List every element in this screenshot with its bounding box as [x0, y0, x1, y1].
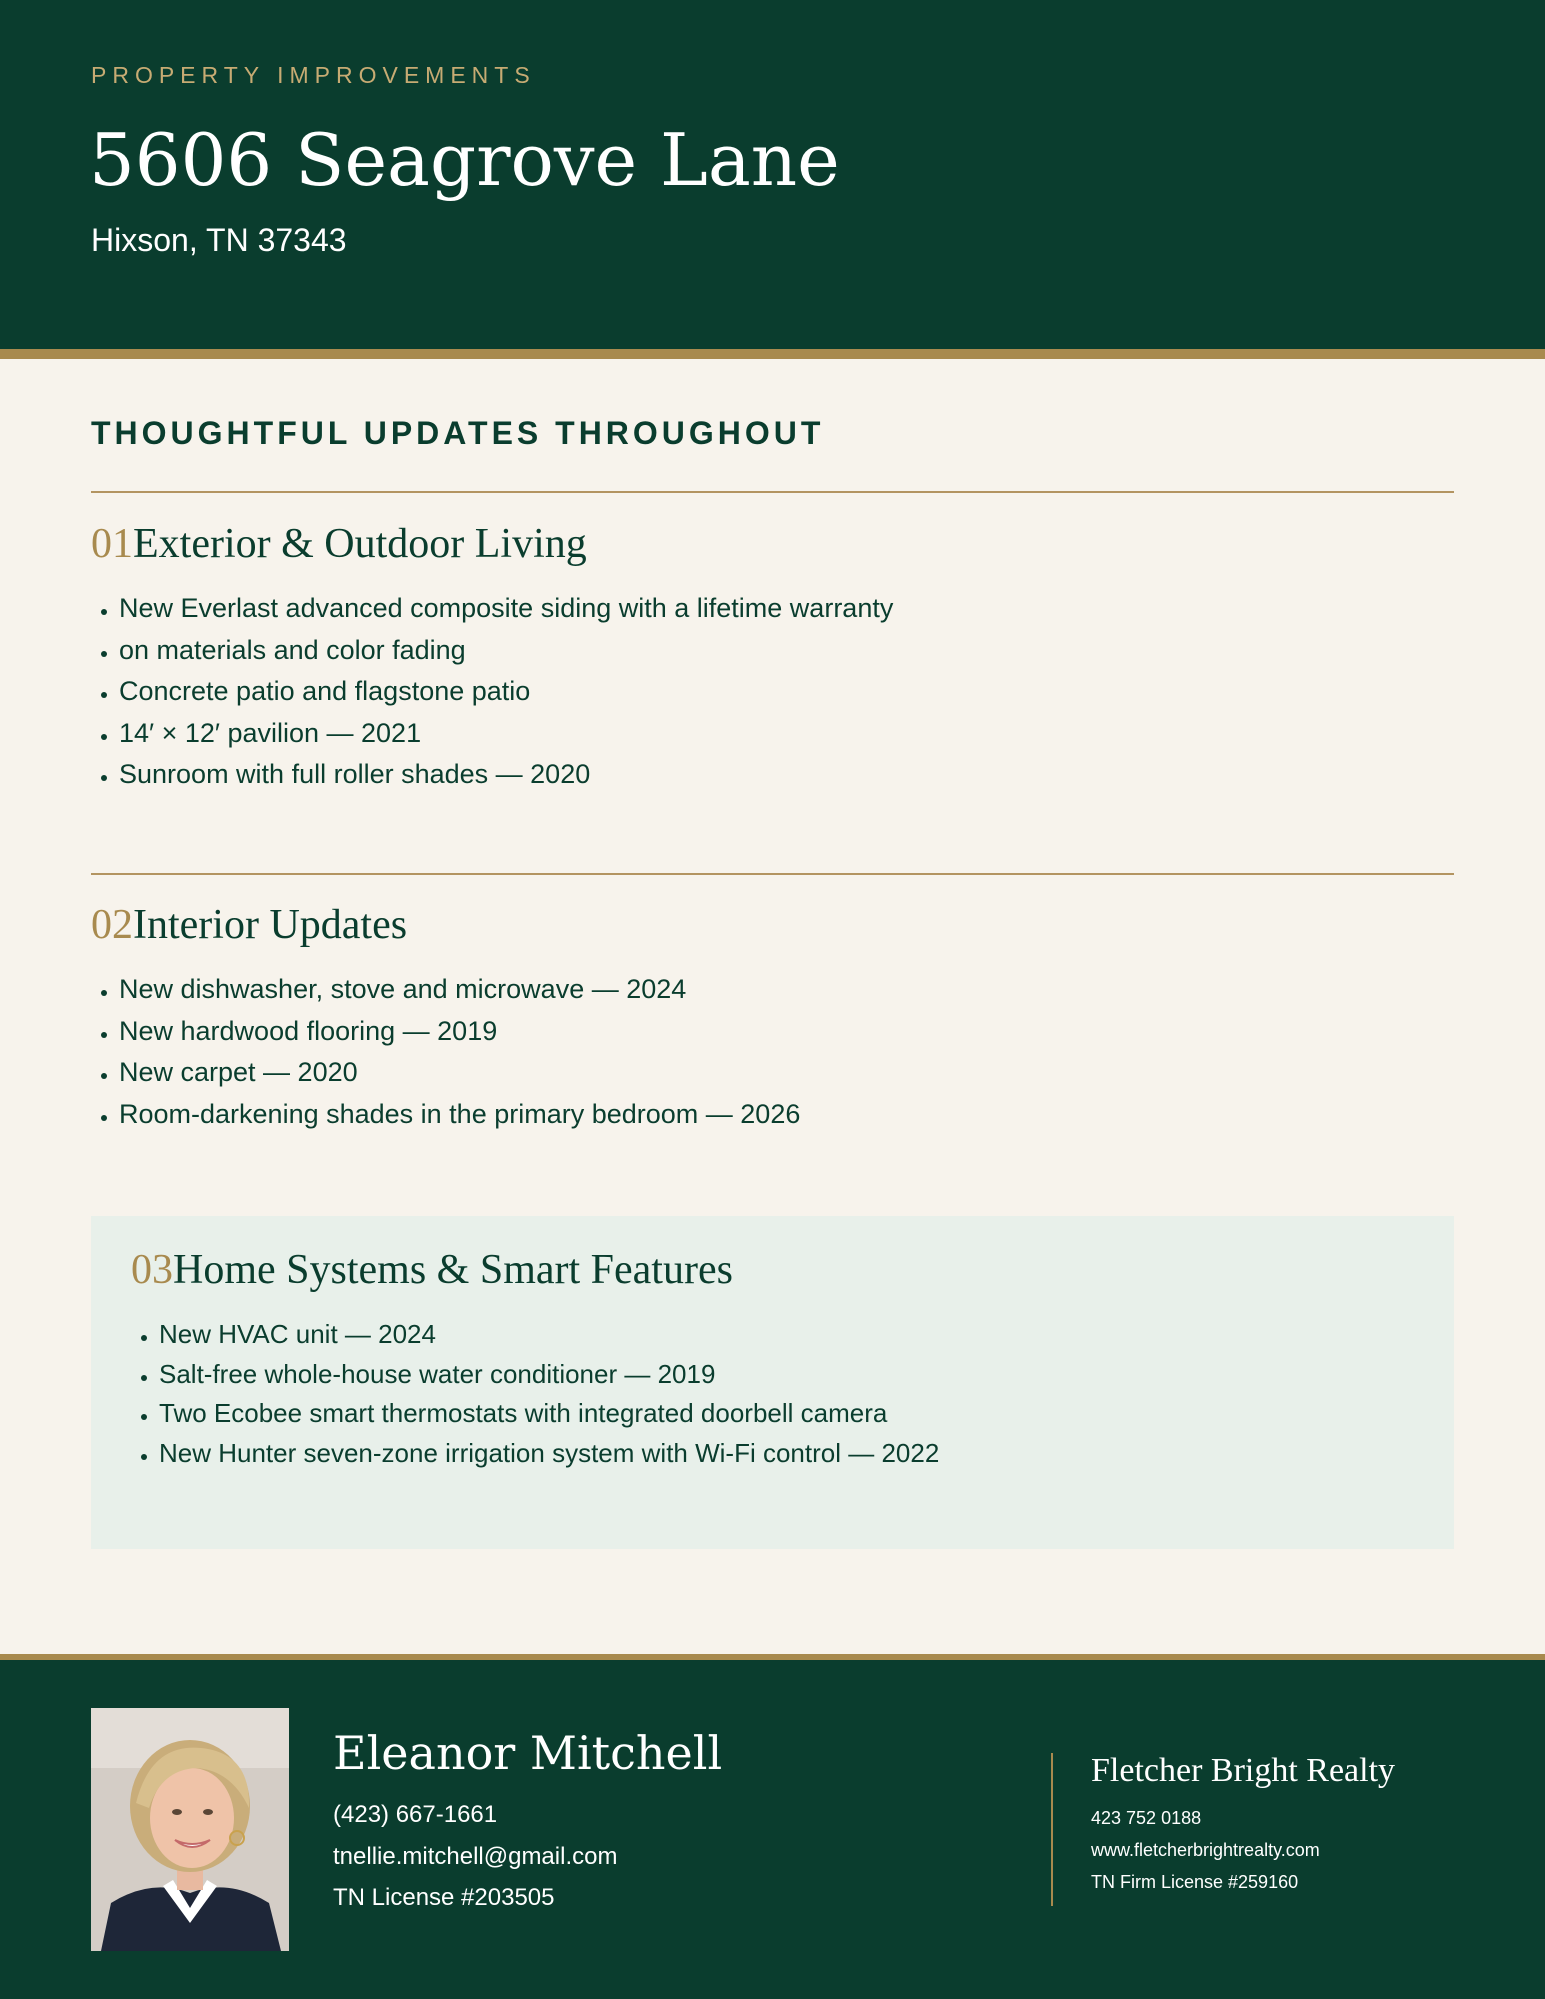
list-item: • Two Ecobee smart thermostats with integrated doorbell camera — [159, 1394, 939, 1434]
section-title-exterior — [91, 520, 587, 568]
section-title-interior — [91, 901, 407, 949]
section-number: 02 — [91, 902, 133, 948]
list-item: • New hardwood flooring — 2019 — [119, 1011, 800, 1053]
section-heading: THOUGHTFUL UPDATES THROUGHOUT — [91, 415, 825, 451]
list-item: • New HVAC unit — 2024 — [159, 1315, 939, 1355]
agent-email[interactable]: tnellie.mitchell@gmail.com — [333, 1843, 618, 1870]
firm-phone[interactable]: 423 752 0188 — [1091, 1808, 1202, 1828]
firm-license: TN Firm License #259160 — [1091, 1872, 1299, 1892]
section-number: 01 — [91, 521, 133, 567]
firm-name: Fletcher Bright Realty — [1091, 1752, 1396, 1789]
section-divider — [91, 873, 1454, 875]
agent-license: TN License #203505 — [333, 1884, 555, 1911]
section-title-text: Home Systems & Smart Features — [173, 1247, 733, 1293]
firm-website[interactable]: www.fletcherbrightrealty.com — [1091, 1840, 1320, 1860]
agent-phone[interactable]: (423) 667-1661 — [333, 1801, 498, 1828]
property-address: 5606 Seagrove Lane — [89, 118, 840, 202]
agent-photo — [91, 1708, 289, 1951]
section-number: 03 — [131, 1247, 173, 1293]
exterior-list — [91, 588, 893, 796]
section-title-systems — [131, 1246, 733, 1294]
list-item: • on materials and color fading — [119, 630, 893, 672]
systems-list — [131, 1315, 939, 1473]
systems-panel — [91, 1216, 1454, 1549]
footer-divider — [1051, 1753, 1053, 1906]
list-item: • New Hunter seven-zone irrigation system with Wi-Fi control — 2022 — [159, 1434, 939, 1474]
agent-name: Eleanor Mitchell — [333, 1726, 723, 1780]
list-item: • New Everlast advanced composite siding with a lifetime warranty — [119, 588, 893, 630]
section-divider — [91, 491, 1454, 493]
interior-list — [91, 969, 800, 1135]
section-title-text: Exterior & Outdoor Living — [133, 521, 587, 567]
list-item: • Sunroom with full roller shades — 2020 — [119, 754, 893, 796]
eyebrow-label: PROPERTY IMPROVEMENTS — [91, 62, 536, 88]
list-item: • Concrete patio and flagstone patio — [119, 671, 893, 713]
list-item: • 14′ × 12′ pavilion — 2021 — [119, 713, 893, 755]
list-item: • New carpet — 2020 — [119, 1052, 800, 1094]
property-city-state-zip: Hixson, TN 37343 — [91, 222, 347, 258]
list-item: • Salt-free whole-house water conditioner — 2019 — [159, 1355, 939, 1395]
list-item: • Room-darkening shades in the primary bedroom — 2026 — [119, 1094, 800, 1136]
list-item: • New dishwasher, stove and microwave — 2024 — [119, 969, 800, 1011]
header-gold-rule — [0, 349, 1545, 359]
section-title-text: Interior Updates — [133, 902, 408, 948]
